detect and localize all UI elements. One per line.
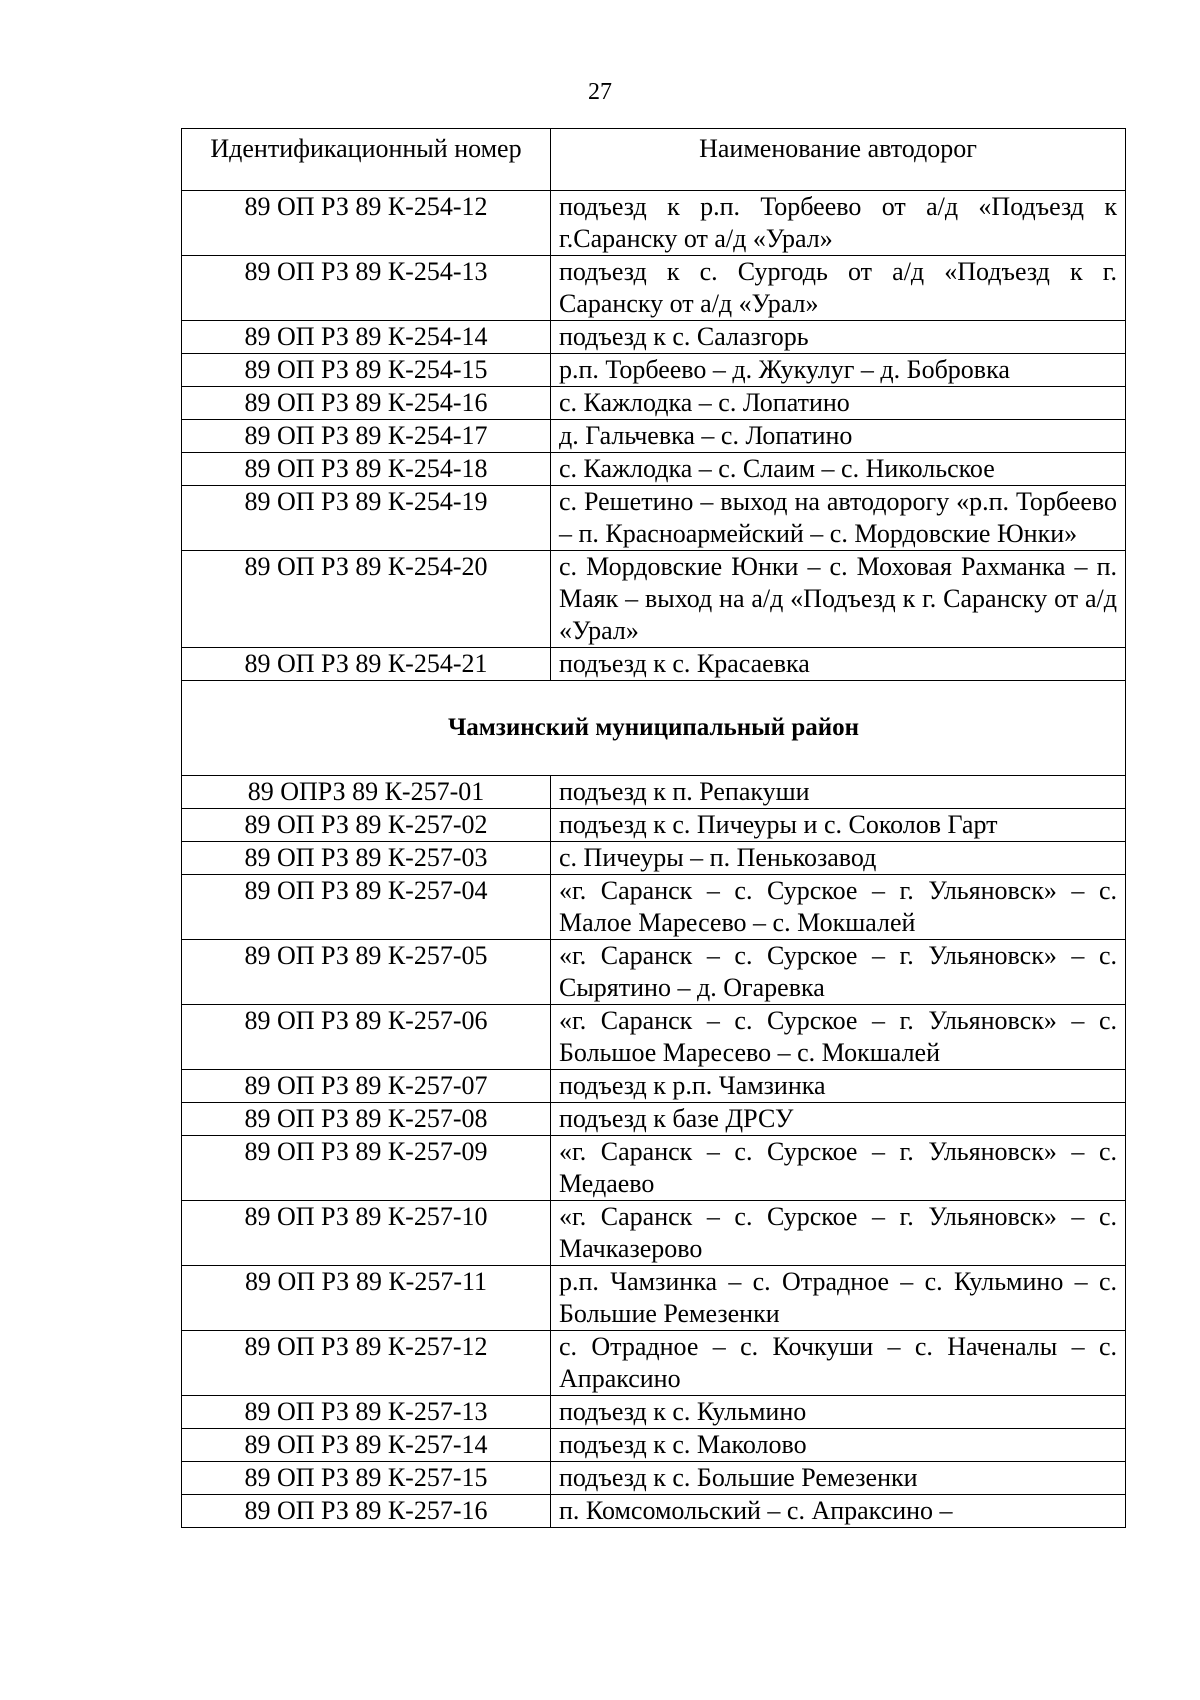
road-name: «г. Саранск – с. Сурское – г. Ульяновск» – с. Мачказерово: [551, 1201, 1126, 1266]
table-row: [182, 1462, 1126, 1495]
table-row: [182, 1396, 1126, 1429]
header-name: Наименование автодорог: [551, 129, 1126, 191]
table-header-row: [182, 129, 1126, 191]
road-id: 89 ОП РЗ 89 К-257-10: [182, 1201, 551, 1266]
table-row: [182, 256, 1126, 321]
road-id: 89 ОП РЗ 89 К-257-02: [182, 809, 551, 842]
road-id: 89 ОП РЗ 89 К-254-16: [182, 387, 551, 420]
road-name: подъезд к с. Кульмино: [551, 1396, 1126, 1429]
table-row: [182, 940, 1126, 1005]
roads-table: [181, 128, 1126, 1528]
road-name: с. Кажлодка – с. Слаим – с. Никольское: [551, 453, 1126, 486]
road-id: 89 ОПРЗ 89 К-257-01: [182, 776, 551, 809]
road-id: 89 ОП РЗ 89 К-257-04: [182, 875, 551, 940]
road-id: 89 ОП РЗ 89 К-257-16: [182, 1495, 551, 1528]
road-name: с. Мордовские Юнки – с. Моховая Рахманка – п. Маяк – выход на а/д «Подъезд к г. Саранску от а/д «Урал»: [551, 551, 1126, 648]
section-row: [182, 681, 1126, 776]
table-section: [182, 681, 1126, 776]
road-name: подъезд к р.п. Чамзинка: [551, 1070, 1126, 1103]
table-row: [182, 1201, 1126, 1266]
road-name: подъезд к п. Репакуши: [551, 776, 1126, 809]
road-id: 89 ОП РЗ 89 К-254-17: [182, 420, 551, 453]
road-id: 89 ОП РЗ 89 К-257-15: [182, 1462, 551, 1495]
table-body-torbeevo: [182, 191, 1126, 681]
table-row: [182, 486, 1126, 551]
road-name: с. Решетино – выход на автодорогу «р.п. Торбеево – п. Красноармейский – с. Мордовские Юнки»: [551, 486, 1126, 551]
road-id: 89 ОП РЗ 89 К-257-13: [182, 1396, 551, 1429]
road-name: «г. Саранск – с. Сурское – г. Ульяновск» – с. Малое Маресево – с. Мокшалей: [551, 875, 1126, 940]
road-name: с. Пичеуры – п. Пенькозавод: [551, 842, 1126, 875]
road-name: подъезд к с. Большие Ремезенки: [551, 1462, 1126, 1495]
table-row: [182, 1429, 1126, 1462]
road-name: подъезд к с. Сургодь от а/д «Подъезд к г. Саранску от а/д «Урал»: [551, 256, 1126, 321]
table-row: [182, 1070, 1126, 1103]
road-id: 89 ОП РЗ 89 К-257-07: [182, 1070, 551, 1103]
table-row: [182, 1331, 1126, 1396]
road-name: р.п. Торбеево – д. Жукулуг – д. Бобровка: [551, 354, 1126, 387]
road-name: п. Комсомольский – с. Апраксино –: [551, 1495, 1126, 1528]
table-row: [182, 1136, 1126, 1201]
road-id: 89 ОП РЗ 89 К-254-18: [182, 453, 551, 486]
road-id: 89 ОП РЗ 89 К-257-11: [182, 1266, 551, 1331]
road-id: 89 ОП РЗ 89 К-257-08: [182, 1103, 551, 1136]
road-id: 89 ОП РЗ 89 К-254-20: [182, 551, 551, 648]
table-row: [182, 420, 1126, 453]
table-row: [182, 776, 1126, 809]
section-title: Чамзинский муниципальный район: [182, 681, 1126, 776]
road-name: подъезд к базе ДРСУ: [551, 1103, 1126, 1136]
road-id: 89 ОП РЗ 89 К-257-06: [182, 1005, 551, 1070]
table-row: [182, 387, 1126, 420]
table-row: [182, 453, 1126, 486]
road-name: подъезд к с. Маколово: [551, 1429, 1126, 1462]
page-number: 27: [588, 79, 612, 105]
road-id: 89 ОП РЗ 89 К-254-12: [182, 191, 551, 256]
road-id: 89 ОП РЗ 89 К-254-15: [182, 354, 551, 387]
table-body-chamzinka: [182, 776, 1126, 1528]
table-row: [182, 875, 1126, 940]
road-id: 89 ОП РЗ 89 К-254-21: [182, 648, 551, 681]
table-row: [182, 1005, 1126, 1070]
road-id: 89 ОП РЗ 89 К-257-05: [182, 940, 551, 1005]
road-name: с. Отрадное – с. Кочкуши – с. Наченалы – с. Апраксино: [551, 1331, 1126, 1396]
road-id: 89 ОП РЗ 89 К-257-12: [182, 1331, 551, 1396]
table-row: [182, 321, 1126, 354]
road-name: подъезд к с. Пичеуры и с. Соколов Гарт: [551, 809, 1126, 842]
table-row: [182, 809, 1126, 842]
table-row: [182, 551, 1126, 648]
table-row: [182, 191, 1126, 256]
table-row: [182, 354, 1126, 387]
table-row: [182, 648, 1126, 681]
road-id: 89 ОП РЗ 89 К-257-09: [182, 1136, 551, 1201]
road-name: подъезд к р.п. Торбеево от а/д «Подъезд к г.Саранску от а/д «Урал»: [551, 191, 1126, 256]
road-name: д. Гальчевка – с. Лопатино: [551, 420, 1126, 453]
road-name: с. Кажлодка – с. Лопатино: [551, 387, 1126, 420]
road-id: 89 ОП РЗ 89 К-254-19: [182, 486, 551, 551]
table-row: [182, 1266, 1126, 1331]
road-id: 89 ОП РЗ 89 К-257-03: [182, 842, 551, 875]
road-name: «г. Саранск – с. Сурское – г. Ульяновск» – с. Большое Маресево – с. Мокшалей: [551, 1005, 1126, 1070]
header-id: Идентификационный номер: [182, 129, 551, 191]
road-id: 89 ОП РЗ 89 К-254-14: [182, 321, 551, 354]
road-name: «г. Саранск – с. Сурское – г. Ульяновск» – с. Сырятино – д. Огаревка: [551, 940, 1126, 1005]
road-name: р.п. Чамзинка – с. Отрадное – с. Кульмино – с. Большие Ремезенки: [551, 1266, 1126, 1331]
table-row: [182, 842, 1126, 875]
table-row: [182, 1103, 1126, 1136]
road-name: подъезд к с. Красаевка: [551, 648, 1126, 681]
road-id: 89 ОП РЗ 89 К-254-13: [182, 256, 551, 321]
table-row: [182, 1495, 1126, 1528]
road-name: «г. Саранск – с. Сурское – г. Ульяновск» – с. Медаево: [551, 1136, 1126, 1201]
road-name: подъезд к с. Салазгорь: [551, 321, 1126, 354]
road-id: 89 ОП РЗ 89 К-257-14: [182, 1429, 551, 1462]
